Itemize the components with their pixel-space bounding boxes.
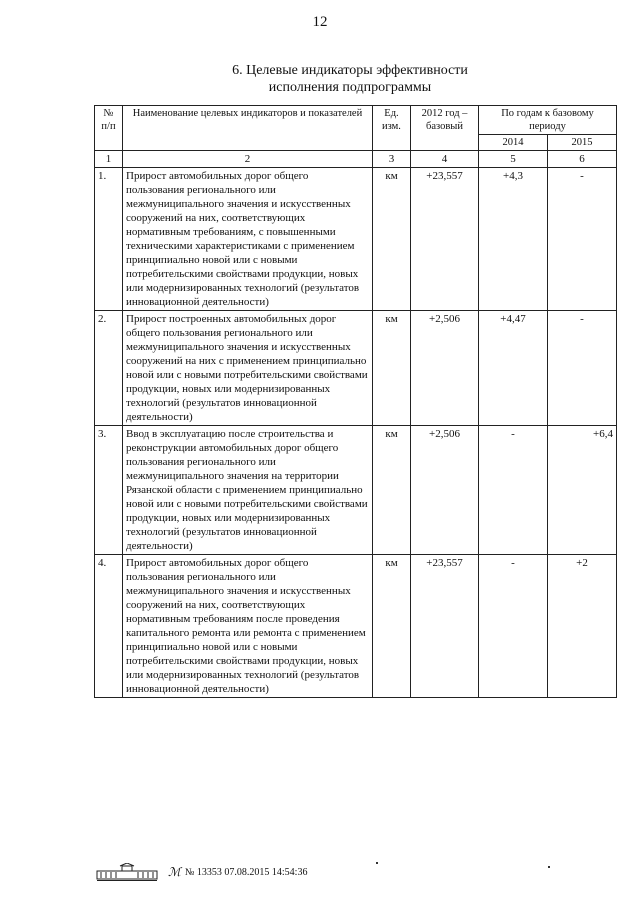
row-number: 2.: [95, 311, 123, 426]
header-name: Наименование целевых индикаторов и показателей: [123, 106, 373, 151]
base-value-cell: +2,506: [411, 426, 479, 555]
header-unit: Ед. изм.: [373, 106, 411, 151]
value-2015-cell: -: [548, 311, 617, 426]
header-years-group: По годам к базовому периоду: [479, 106, 617, 135]
indicators-table: [94, 105, 617, 698]
signature-mark: ℳ: [168, 864, 181, 879]
value-2014-cell: -: [479, 555, 548, 698]
scan-speck: [376, 862, 378, 864]
value-2015-cell: -: [548, 168, 617, 311]
column-number: 1: [95, 151, 123, 168]
unit-cell: км: [373, 168, 411, 311]
header-year-2015: 2015: [548, 135, 617, 151]
column-number: 5: [479, 151, 548, 168]
header-base-year: 2012 год – базовый: [411, 106, 479, 151]
value-2014-cell: -: [479, 426, 548, 555]
header-year-2014: 2014: [479, 135, 548, 151]
base-value-cell: +23,557: [411, 168, 479, 311]
indicator-name: Ввод в эксплуатацию после строительства и реконструкции автомобильных дорог общего пользования регионального или межмуниципального значения на территории Рязанской области с применением принципиально новой или с новыми потребительскими свойствами продукции, новых или модернизированных технологий (результатов инновационной деятельности): [123, 426, 373, 555]
section-title-line-2: исполнения подпрограммы: [268, 80, 432, 95]
section-title: [160, 62, 540, 96]
indicator-name: Прирост автомобильных дорог общего пользования регионального или межмуниципального значения и искусственных сооружений на них, соответствующих нормативным требованиям, с повышенными техническими характеристиками с применением принципиально новой или с новыми потребительскими свойствами продукции, новых или модернизированных технологий (результатов инновационной деятельности): [123, 168, 373, 311]
table-row: [95, 311, 617, 426]
page-number: 12: [312, 14, 328, 30]
base-value-cell: +23,557: [411, 555, 479, 698]
value-2014-cell: +4,47: [479, 311, 548, 426]
unit-cell: км: [373, 311, 411, 426]
value-2014-cell: +4,3: [479, 168, 548, 311]
row-number: 4.: [95, 555, 123, 698]
table-row: [95, 555, 617, 698]
column-number: 6: [548, 151, 617, 168]
value-2015-cell: +6,4: [548, 426, 617, 555]
row-number: 3.: [95, 426, 123, 555]
section-title-line-1: 6. Целевые индикаторы эффективности: [232, 63, 468, 78]
header-num: № п/п: [95, 106, 123, 151]
row-number: 1.: [95, 168, 123, 311]
unit-cell: км: [373, 555, 411, 698]
document-stamp: № 13353 07.08.2015 14:54:36: [184, 866, 308, 878]
column-number: 2: [123, 151, 373, 168]
indicator-name: Прирост построенных автомобильных дорог общего пользования регионального или межмуниципального значения и искусственных сооружений на них с применением принципиально новой или с новыми потребительскими свойствами продукции, новых или модернизированных технологий (результатов инновационной деятельности): [123, 311, 373, 426]
column-number-row: [95, 151, 617, 168]
indicator-name: Прирост автомобильных дорог общего пользования регионального или межмуниципального значения и искусственных сооружений на них, соответствующих нормативным требованиям после проведения капитального ремонта или ремонта с применением принципиально новой или с новыми потребительскими свойствами продукции, новых или модернизированных технологий (результатов инновационной деятельности): [123, 555, 373, 698]
column-number: 4: [411, 151, 479, 168]
table-row: [95, 168, 617, 311]
document-footer: [96, 862, 307, 882]
scan-speck: [548, 866, 550, 868]
value-2015-cell: +2: [548, 555, 617, 698]
column-number: 3: [373, 151, 411, 168]
government-building-logo-icon: [96, 863, 158, 881]
unit-cell: км: [373, 426, 411, 555]
table-row: [95, 426, 617, 555]
base-value-cell: +2,506: [411, 311, 479, 426]
